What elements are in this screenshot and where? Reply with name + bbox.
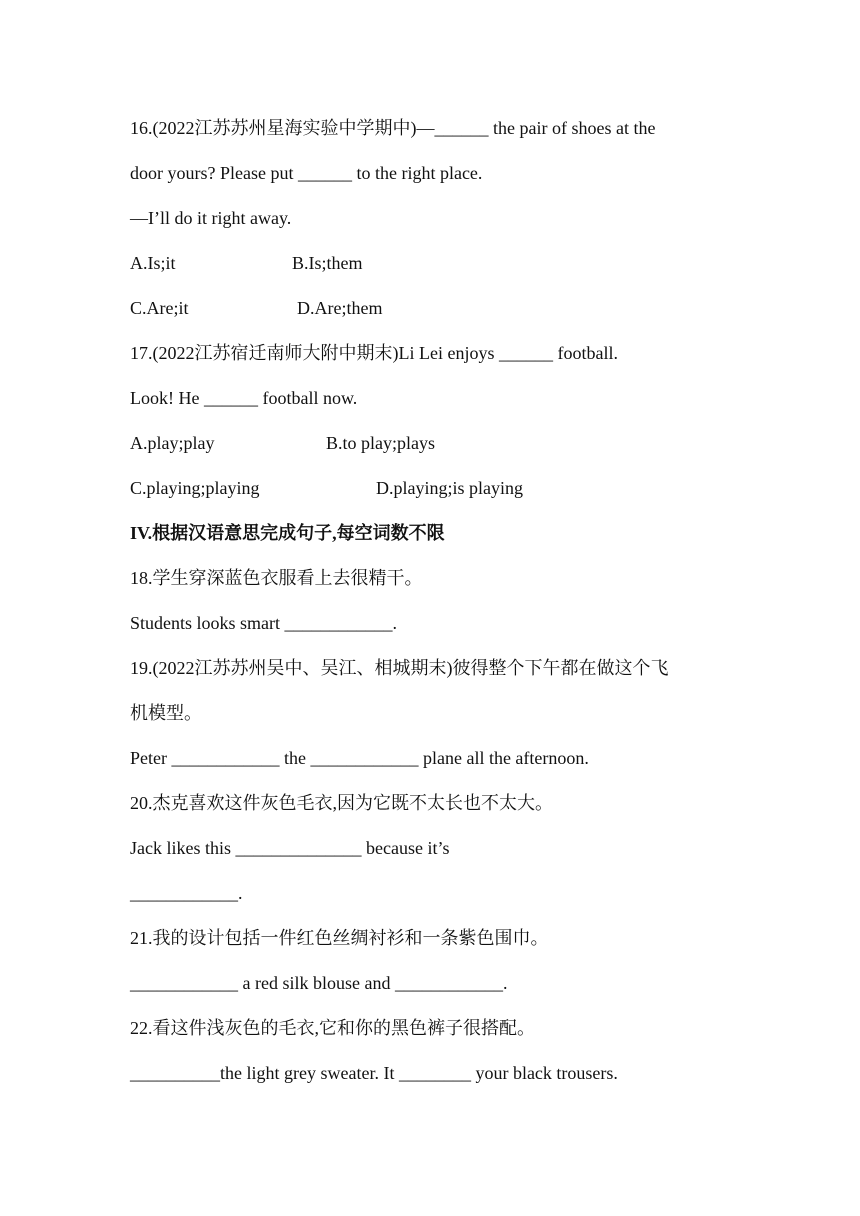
q16-option-a: A.Is;it [130, 253, 176, 273]
q17-options-row-1 [130, 431, 435, 455]
q16-line-3: —I’ll do it right away. [130, 208, 292, 228]
q17-option-b: B.to play;plays [326, 433, 435, 453]
q16-options-row-1 [130, 251, 363, 275]
q17-option-a: A.play;play [130, 433, 215, 453]
q17-option-c: C.playing;playing [130, 478, 260, 498]
q20-answer-line-2: ____________. [130, 883, 243, 903]
q18-prompt: 18.学生穿深蓝色衣服看上去很精干。 [130, 568, 423, 588]
q18-answer: Students looks smart ____________. [130, 613, 398, 633]
q19-prompt-line-2: 机模型。 [130, 703, 202, 723]
q17-line-2: Look! He ______ football now. [130, 388, 358, 408]
q21-prompt: 21.我的设计包括一件红色丝绸衬衫和一条紫色围巾。 [130, 928, 549, 948]
q16-options-row-2 [130, 296, 383, 320]
q19-prompt-line-1: 19.(2022江苏苏州吴中、吴江、相城期末)彼得整个下午都在做这个飞 [130, 658, 669, 678]
q20-answer-line-1: Jack likes this ______________ because it’s [130, 838, 450, 858]
q19-answer: Peter ____________ the ____________ plane all the afternoon. [130, 748, 589, 768]
q16-option-b: B.Is;them [292, 253, 363, 273]
section-4-heading: IV.根据汉语意思完成句子,每空词数不限 [130, 523, 445, 543]
q16-option-c: C.Are;it [130, 298, 189, 318]
q16-line-2: door yours? Please put ______ to the right place. [130, 163, 483, 183]
q21-answer: ____________ a red silk blouse and ____________. [130, 973, 508, 993]
q22-answer: __________the light grey sweater. It ________ your black trousers. [130, 1063, 618, 1083]
q17-option-d: D.playing;is playing [376, 478, 523, 498]
q20-prompt: 20.杰克喜欢这件灰色毛衣,因为它既不太长也不太大。 [130, 793, 553, 813]
q16-option-d: D.Are;them [297, 298, 383, 318]
q16-line-1: 16.(2022江苏苏州星海实验中学期中)—______ the pair of shoes at the [130, 118, 656, 138]
q22-prompt: 22.看这件浅灰色的毛衣,它和你的黑色裤子很搭配。 [130, 1018, 535, 1038]
q17-line-1: 17.(2022江苏宿迁南师大附中期末)Li Lei enjoys ______ football. [130, 343, 618, 363]
q17-options-row-2 [130, 476, 523, 500]
